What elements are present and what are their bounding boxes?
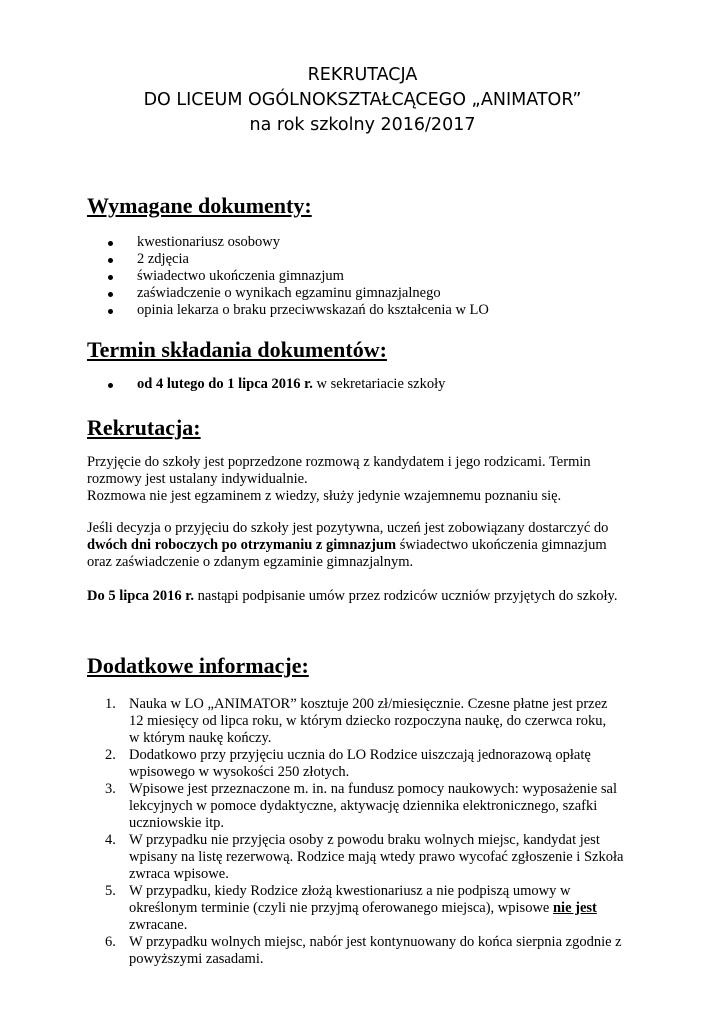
recruitment-heading: Rekrutacja: xyxy=(87,415,201,440)
list-item: zaświadczenie o wynikach egzaminu gimnazjalnego xyxy=(104,285,489,302)
title-line-2: DO LICEUM OGÓLNOKSZTAŁCĄCEGO „ANIMATOR” xyxy=(143,90,582,110)
deadline-place: w sekretariacie szkoły xyxy=(312,376,446,392)
deadline-list xyxy=(104,376,445,393)
recruitment-paragraph-2: Jeśli decyzja o przyjęciu do szkoły jest pozytywna, uczeń jest zobowiązany dostarczyć do dwóch dni roboczych po otrzymaniu z gimnazjum świadectwo ukończenia gimnazjum oraz zaświadczenie o zdanym egzaminie gimnazjalnym. xyxy=(87,520,609,570)
document-title xyxy=(0,63,725,138)
list-item: 6. W przypadku wolnych miejsc, nabór jest kontynuowany do końca sierpnia zgodnie z powyższymi zasadami. xyxy=(105,934,622,967)
list-item: 4. W przypadku nie przyjęcia osoby z powodu braku wolnych miejsc, kandydat jest wpisany na listę rezerwową. Rodzice mają wtedy prawo wycofać zgłoszenie i Szkoła zwraca wpisowe. xyxy=(105,832,624,882)
emphasis-not: nie jest xyxy=(552,900,597,916)
bullet-icon xyxy=(108,258,113,263)
info-heading: Dodatkowe informacje: xyxy=(87,653,309,678)
list-item: 3. Wpisowe jest przeznaczone m. in. na fundusz pomocy naukowych: wyposażenie sal lekcyjnych w pomoce dydaktyczne, aktywację dziennika elektronicznego, szafki uczniowskie itp. xyxy=(105,781,618,831)
bullet-icon xyxy=(108,292,113,297)
deadline-heading: Termin składania dokumentów: xyxy=(87,337,387,362)
list-item: 2 zdjęcia xyxy=(104,251,489,268)
deadline-dates: od 4 lutego do 1 lipca 2016 r. xyxy=(137,376,313,392)
info-list xyxy=(105,696,623,968)
list-item: 1. Nauka w LO „ANIMATOR” kosztuje 200 zł/miesięcznie. Czesne płatne jest przez 12 miesięcy od lipca roku, w którym dziecko rozpoczyna naukę, do czerwca roku, w którym naukę kończy. xyxy=(105,696,608,746)
list-item: 5. W przypadku, kiedy Rodzice złożą kwestionariusz a nie podpiszą umowy w określonym terminie (czyli nie przyjmą oferowanego miejsca), wpisowe nie jest zwracane. xyxy=(105,883,597,933)
list-item xyxy=(104,376,445,393)
bullet-icon xyxy=(108,309,113,314)
bullet-icon xyxy=(108,383,113,388)
recruitment-paragraph-1: Przyjęcie do szkoły jest poprzedzone rozmową z kandydatem i jego rodzicami. Termin rozmowy jest ustalany indywidualnie. Rozmowa nie jest egzaminem z wiedzy, służy jedynie wzajemnemu poznaniu się. xyxy=(87,454,591,504)
title-line-3: na rok szkolny 2016/2017 xyxy=(249,115,476,135)
list-item: kwestionariusz osobowy xyxy=(104,234,489,251)
bullet-icon xyxy=(108,275,113,280)
recruitment-paragraph-3: Do 5 lipca 2016 r. nastąpi podpisanie umów przez rodziców uczniów przyjętych do szkoły. xyxy=(87,588,618,604)
title-line-1: REKRUTACJA xyxy=(307,65,418,85)
documents-list xyxy=(104,234,489,319)
list-item: opinia lekarza o braku przeciwwskazań do kształcenia w LO xyxy=(104,302,489,319)
documents-heading: Wymagane dokumenty: xyxy=(87,193,312,218)
list-item: 2. Dodatkowo przy przyjęciu ucznia do LO Rodzice uiszczają jednorazową opłatę wpisowego w wysokości 250 złotych. xyxy=(105,747,591,780)
bullet-icon xyxy=(108,241,113,246)
list-item: świadectwo ukończenia gimnazjum xyxy=(104,268,489,285)
